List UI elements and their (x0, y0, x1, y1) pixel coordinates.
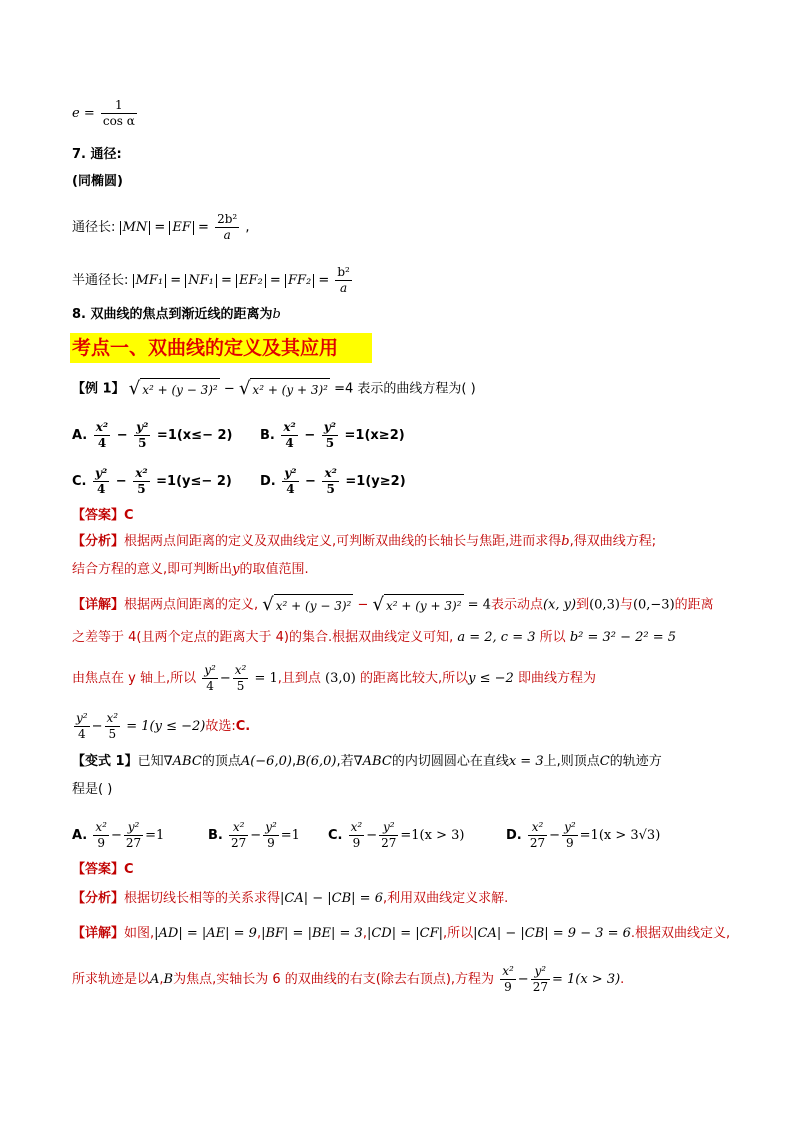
semi-latus-line: 半通径长: MF₁ = NF₁ = EF₂ = FF₂ = $\frac{\text{b²}}{a}$ (72, 265, 350, 295)
example-1-detail-1: 【详解】根据两点间距离的定义, √ x² + (y − 3)² − √ x² + (y + 3)² = 4表示动点(x, y)到(0,3)与(0,−3)的距离 (72, 594, 714, 615)
example-1-detail-2: 之差等于 4(且两个定点的距离大于 4)的集合.根据双曲线定义可知, a = 2, c = 3 所以 b² = 3² − 2² = 5 (72, 630, 677, 645)
variant-1-option-c: C. $\frac{\text{x²}}{9}$ − $\frac{\text{y²}}{27}$ =1(x > 3) (328, 820, 465, 850)
variant-1-question-2: 程是( ) (72, 782, 113, 797)
item-7-note: (同椭圆) (72, 174, 123, 189)
example-1-option-b: B. $\frac{\text{x²}}{4}$ − $\frac{\text{y²}}{5}$ =1(x≥2) (260, 420, 405, 450)
example-1-answer: 【答案】C (72, 508, 134, 523)
example-1-option-c: C. $\frac{\text{y²}}{4}$ − $\frac{\text{x²}}{5}$ =1(y≤− 2) (72, 466, 232, 496)
variant-1-option-b: B. $\frac{\text{x²}}{27}$ − $\frac{\text{y²}}{9}$ =1 (208, 820, 300, 850)
example-1-detail-4: $\frac{\text{y²}}{4}$ − $\frac{\text{x²}}{5}$ = 1(y ≤ −2)故选:C. (76, 711, 251, 741)
variant-1-analysis: 【分析】根据切线长相等的关系求得|CA| − |CB| = 6,利用双曲线定义求解. (72, 891, 509, 906)
variant-1-option-d: D. $\frac{\text{x²}}{27}$ − $\frac{\text{y²}}{9}$ =1(x > 3√3) (506, 820, 661, 850)
latus-rectum-line: 通径长: MN = EF = $\frac{\text{2b²}}{a}$ , (72, 212, 250, 242)
item-7-label: 7. 通径: (72, 147, 122, 162)
section-heading: 考点一、双曲线的定义及其应用 (70, 333, 372, 363)
formula-lhs: e = (72, 106, 95, 121)
variant-1-detail-2: 所求轨迹是以A,B为焦点,实轴长为 6 的双曲线的右支(除去右顶点),方程为 $\frac{\text{x²}}{9}$ − $\frac{\text{y²}}{27}$ = 1(x > 3). (72, 964, 625, 994)
example-1-detail-3: 由焦点在 y 轴上,所以 $\frac{\text{y²}}{4}$ − $\frac{\text{x²}}{5}$ = 1,且到点 (3,0) 的距离比较大,所以y ≤ −2 即曲线方程为 (72, 663, 596, 693)
example-1-analysis-1: 【分析】根据两点间距离的定义及双曲线定义,可判断双曲线的长轴长与焦距,进而求得b,得双曲线方程; (72, 534, 657, 549)
example-1-question: 【例 1】 √ x² + (y − 3)² − √ x² + (y + 3)² =4 表示的曲线方程为( ) (72, 378, 476, 399)
variant-1-detail-1: 【详解】如图,|AD| = |AE| = 9,|BF| = |BE| = 3,|CD| = |CF|,所以|CA| − |CB| = 9 − 3 = 6.根据双曲线定义, (72, 926, 731, 941)
example-1-analysis-2: 结合方程的意义,即可判断出y的取值范围. (72, 562, 309, 577)
formula-fraction: $\frac{1}{\text{cos α}}$ (102, 98, 135, 128)
example-1-option-a: A. $\frac{\text{x²}}{4}$ − $\frac{\text{y²}}{5}$ =1(x≤− 2) (72, 420, 233, 450)
example-1-option-d: D. $\frac{\text{y²}}{4}$ − $\frac{\text{x²}}{5}$ =1(y≥2) (260, 466, 406, 496)
variant-1-option-a: A. $\frac{\text{x²}}{9}$ − $\frac{\text{y²}}{27}$ =1 (72, 820, 165, 850)
variant-1-answer: 【答案】C (72, 862, 134, 877)
variant-1-question-1: 【变式 1】已知∇ABC的顶点A(−6,0),B(6,0),若∇ABC的内切圆圆心在直线x = 3上,则顶点C的轨迹方 (72, 754, 662, 769)
item-8: 8. 双曲线的焦点到渐近线的距离为b (72, 307, 281, 322)
eccentricity-formula (72, 98, 139, 129)
